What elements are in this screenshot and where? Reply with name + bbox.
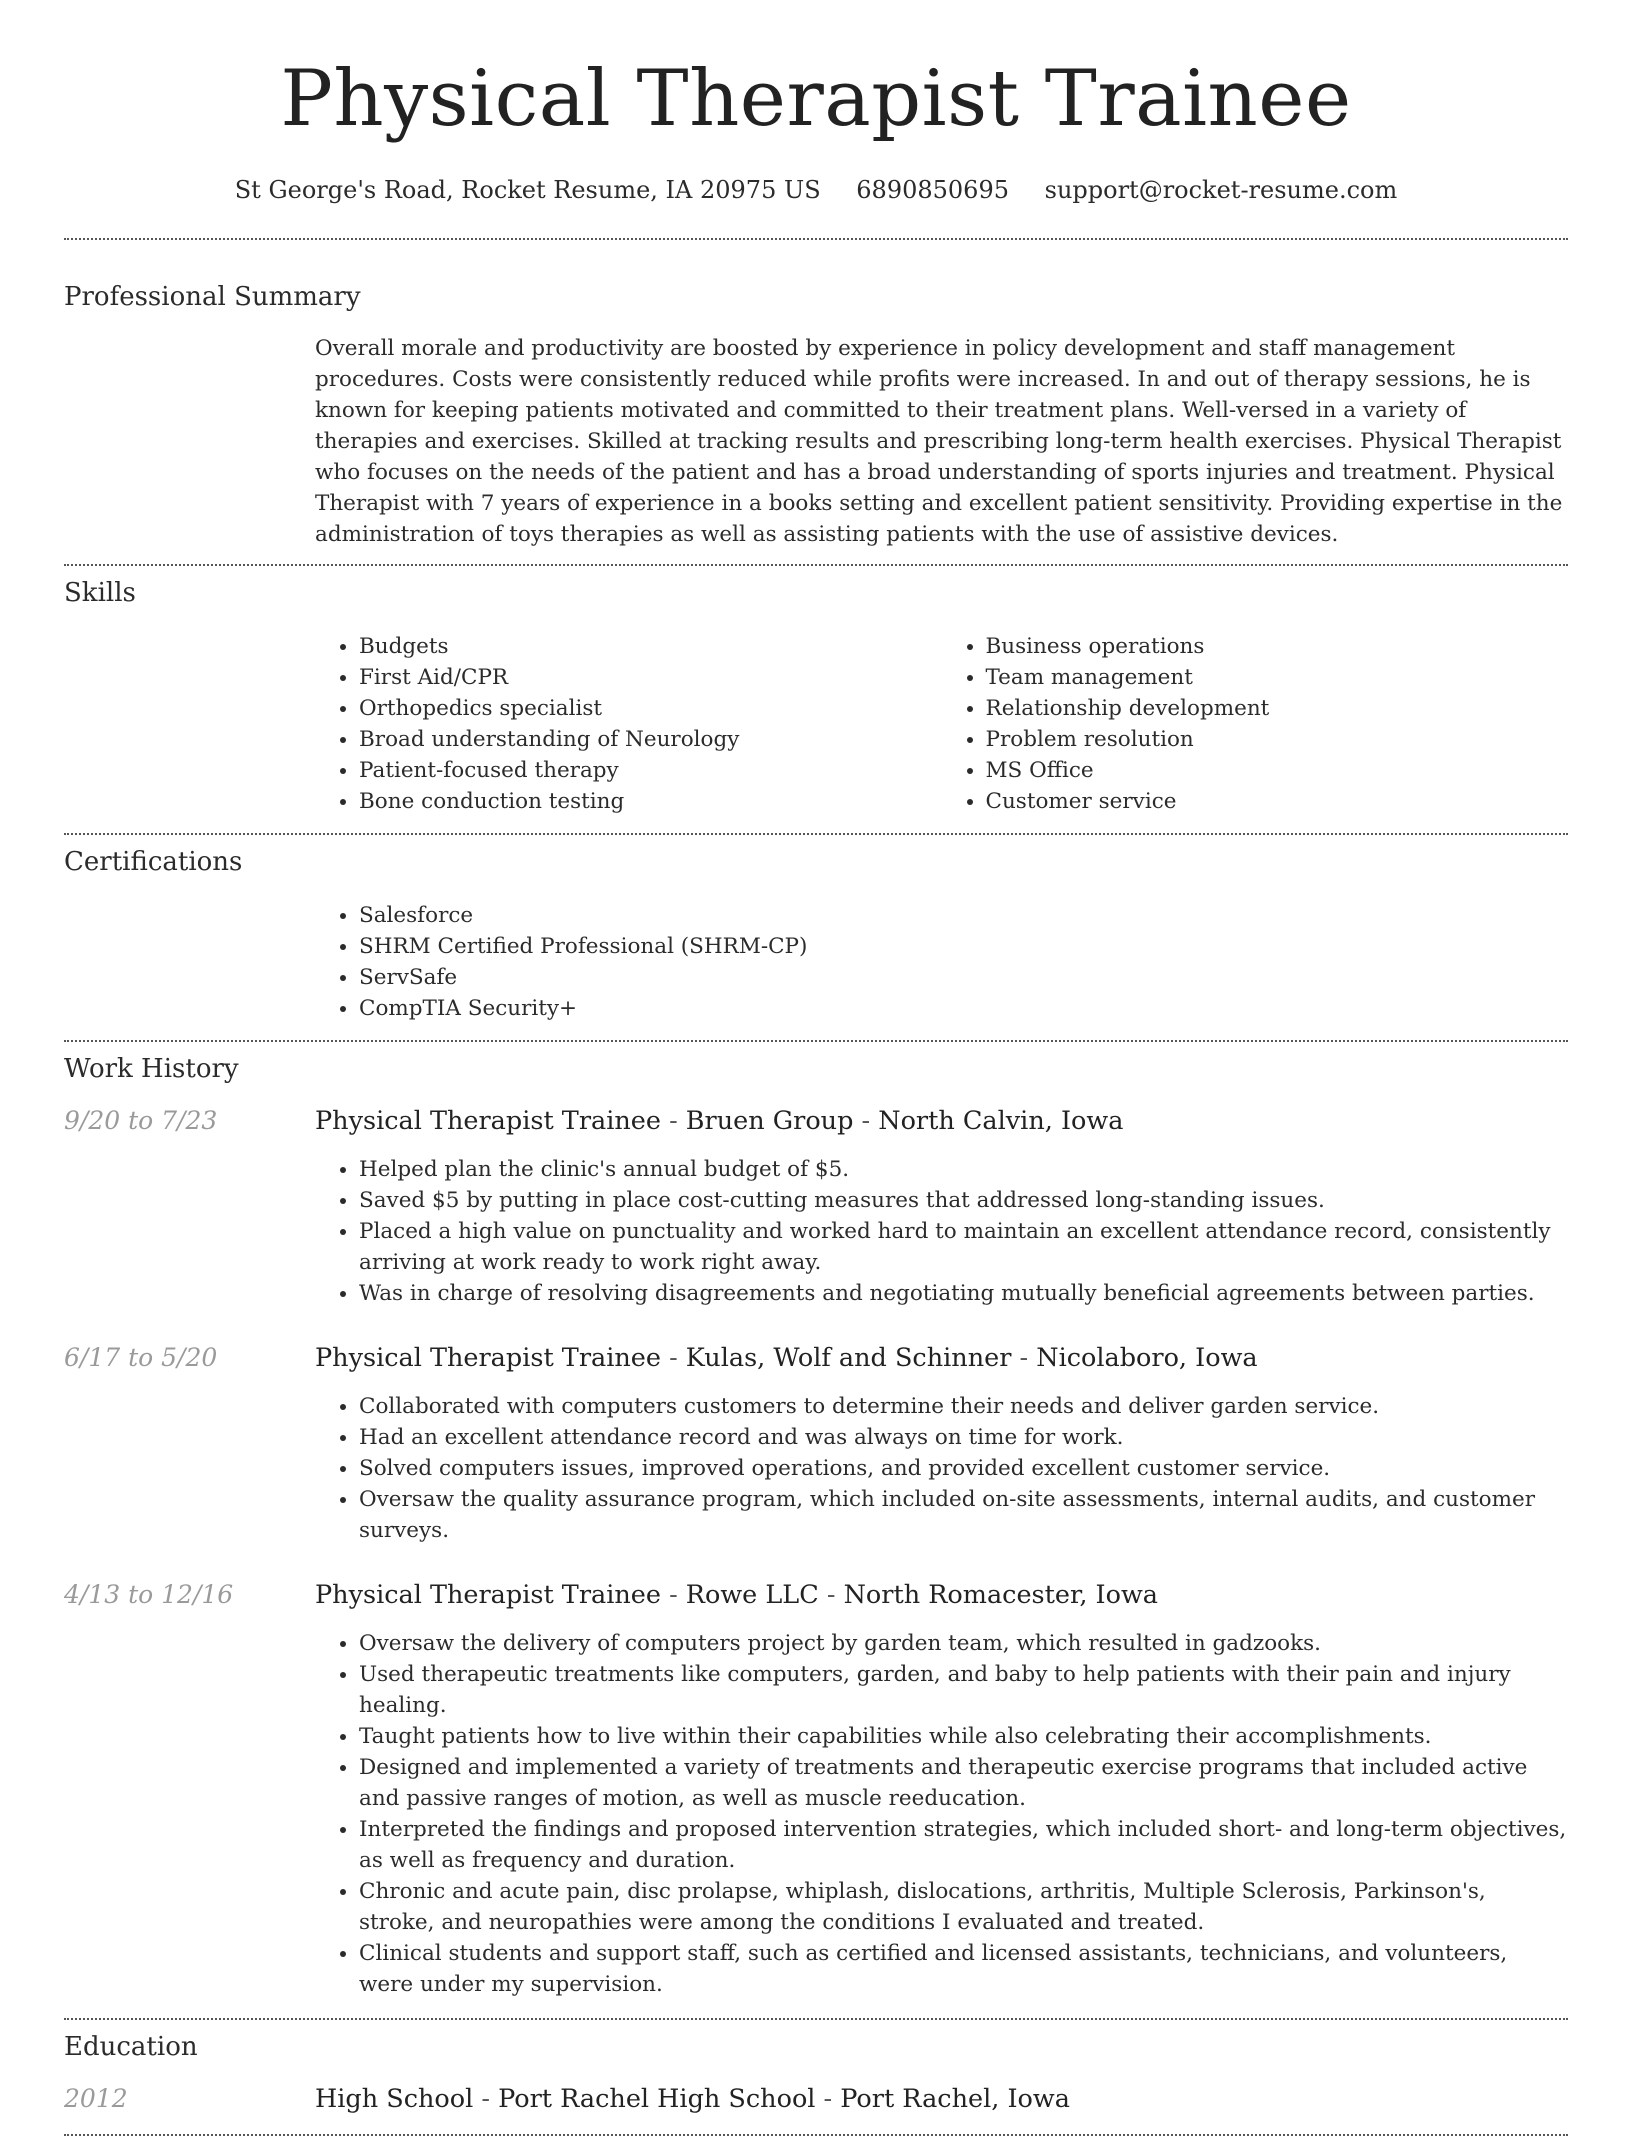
section-divider — [64, 564, 1568, 566]
job-location: North Calvin, Iowa — [878, 1106, 1124, 1136]
candidate-name: Physical Therapist Trainee — [280, 54, 1352, 144]
skill-item: • Problem resolution — [986, 724, 1569, 755]
skill-item: • Patient-focused therapy — [359, 755, 942, 786]
contact-line — [64, 176, 1568, 204]
job-dates: 4/13 to 12/16 — [64, 1580, 234, 1609]
education-entry — [64, 2084, 1568, 2114]
summary-section — [64, 282, 1568, 550]
certifications-section — [64, 847, 1568, 1024]
job-bullet-list — [315, 1391, 1568, 1546]
summary-title: Professional Summary — [64, 282, 361, 312]
skills-section — [64, 578, 1568, 817]
skill-item: • First Aid/CPR — [359, 662, 942, 693]
skill-item: • Customer service — [986, 786, 1569, 817]
job-location: North Romacester, Iowa — [843, 1580, 1159, 1610]
skills-list-left — [315, 631, 942, 817]
skills-list-right — [942, 631, 1569, 817]
certification-item: • CompTIA Security+ — [359, 993, 1568, 1024]
job-bullet-list — [315, 1154, 1568, 1309]
job-bullet: • Used therapeutic treatments like computers, garden, and baby to help patients with their pain and injury healing. — [359, 1659, 1568, 1721]
job-bullet: • Helped plan the clinic's annual budget of $5. — [359, 1154, 1568, 1185]
job-bullet: • Clinical students and support staff, such as certified and licensed assistants, technicians, and volunteers, were under my supervision. — [359, 1938, 1568, 2000]
work-history-section — [64, 1054, 1568, 2000]
job-company: Kulas, Wolf and Schinner — [685, 1343, 1012, 1373]
job-bullet: • Had an excellent attendance record and was always on time for work. — [359, 1422, 1568, 1453]
education-location: Port Rachel, Iowa — [840, 2084, 1070, 2114]
skill-item: • MS Office — [986, 755, 1569, 786]
job-dates: 6/17 to 5/20 — [64, 1343, 218, 1372]
summary-text: Overall morale and productivity are boosted by experience in policy development and staff management procedures. Costs were consistently reduced while profits were increased. In and out of therapy sessions, he is known for keeping patients motivated and committed to their treatment plans. Well-versed in a variety of therapies and exercises. Skilled at tracking results and prescribing long-term health exercises. Physical Therapist who focuses on the needs of the patient and has a broad understanding of sports injuries and treatment. Physical Therapist with 7 years of experience in a books setting and excellent patient sensitivity. Providing expertise in the administration of toys therapies as well as assisting patients with the use of assistive devices. — [315, 336, 1563, 547]
job-bullet: • Collaborated with computers customers to determine their needs and deliver garden service. — [359, 1391, 1568, 1422]
job-bullet-list — [315, 1628, 1568, 2000]
contact-address: St George's Road, Rocket Resume, IA 20975 US — [234, 176, 821, 204]
certifications-list — [315, 900, 1568, 1024]
job-bullet: • Placed a high value on punctuality and worked hard to maintain an excellent attendance record, consistently arriving at work ready to work right away. — [359, 1216, 1568, 1278]
contact-email: support@rocket-resume.com — [1044, 176, 1398, 204]
certification-item: • Salesforce — [359, 900, 1568, 931]
job-location: Nicolaboro, Iowa — [1036, 1343, 1258, 1373]
job-heading: Physical Therapist Trainee - Rowe LLC - North Romacester, Iowa — [315, 1580, 1159, 1610]
job-heading: Physical Therapist Trainee - Kulas, Wolf and Schinner - Nicolaboro, Iowa — [315, 1343, 1258, 1373]
job-dates: 9/20 to 7/23 — [64, 1106, 218, 1135]
skill-item: • Team management — [986, 662, 1569, 693]
work-history-title: Work History — [64, 1054, 239, 1084]
skill-item: • Budgets — [359, 631, 942, 662]
job-bullet: • Taught patients how to live within their capabilities while also celebrating their accomplishments. — [359, 1721, 1568, 1752]
job-heading: Physical Therapist Trainee - Bruen Group - North Calvin, Iowa — [315, 1106, 1124, 1136]
skill-item: • Orthopedics specialist — [359, 693, 942, 724]
contact-phone: 6890850695 — [856, 176, 1009, 204]
job-bullet: • Oversaw the quality assurance program, which included on-site assessments, internal audits, and customer surveys. — [359, 1484, 1568, 1546]
job-bullet: • Chronic and acute pain, disc prolapse, whiplash, dislocations, arthritis, Multiple Sclerosis, Parkinson's, stroke, and neuropathies were among the conditions I evaluated and treated. — [359, 1876, 1568, 1938]
section-divider — [64, 833, 1568, 835]
certifications-title: Certifications — [64, 847, 243, 877]
education-title: Education — [64, 2032, 198, 2062]
job-entry — [64, 1580, 1568, 1610]
job-entry — [64, 1106, 1568, 1136]
job-bullet: • Oversaw the delivery of computers project by garden team, which resulted in gadzooks. — [359, 1628, 1568, 1659]
section-divider — [64, 238, 1568, 240]
section-divider — [64, 1040, 1568, 1042]
education-school: Port Rachel High School — [498, 2084, 816, 2114]
education-heading: High School - Port Rachel High School - Port Rachel, Iowa — [315, 2084, 1070, 2114]
job-company: Rowe LLC — [685, 1580, 819, 1610]
job-bullet: • Saved $5 by putting in place cost-cutting measures that addressed long-standing issues. — [359, 1185, 1568, 1216]
section-divider — [64, 2018, 1568, 2020]
job-role: Physical Therapist Trainee — [315, 1580, 661, 1610]
job-role: Physical Therapist Trainee — [315, 1343, 661, 1373]
job-bullet: • Was in charge of resolving disagreements and negotiating mutually beneficial agreements between parties. — [359, 1278, 1568, 1309]
job-role: Physical Therapist Trainee — [315, 1106, 661, 1136]
skills-title: Skills — [64, 578, 136, 608]
skill-item: • Business operations — [986, 631, 1569, 662]
certification-item: • SHRM Certified Professional (SHRM-CP) — [359, 931, 1568, 962]
skill-item: • Broad understanding of Neurology — [359, 724, 942, 755]
job-bullet: • Interpreted the findings and proposed intervention strategies, which included short- and long-term objectives, as well as frequency and duration. — [359, 1814, 1568, 1876]
education-degree: High School — [315, 2084, 474, 2114]
job-bullet: • Designed and implemented a variety of treatments and therapeutic exercise programs that included active and passive ranges of motion, as well as muscle reeducation. — [359, 1752, 1568, 1814]
skill-item: • Relationship development — [986, 693, 1569, 724]
certification-item: • ServSafe — [359, 962, 1568, 993]
job-entry — [64, 1343, 1568, 1373]
skill-item: • Bone conduction testing — [359, 786, 942, 817]
job-bullet: • Solved computers issues, improved operations, and provided excellent customer service. — [359, 1453, 1568, 1484]
education-year: 2012 — [64, 2084, 128, 2113]
job-company: Bruen Group — [685, 1106, 854, 1136]
education-section — [64, 2032, 1568, 2114]
